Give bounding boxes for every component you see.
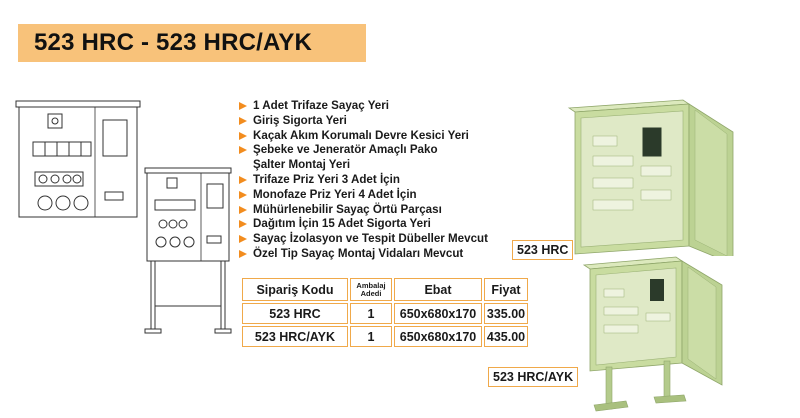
list-item: Sayaç İzolasyon ve Tespit Dübeller Mevcut (239, 232, 488, 247)
bullet-triangle-icon (239, 146, 247, 154)
list-item: 1 Adet Trifaze Sayaç Yeri (239, 99, 488, 114)
list-item: Monofaze Priz Yeri 4 Adet İçin (239, 188, 488, 203)
page-title: 523 HRC - 523 HRC/AYK (34, 29, 313, 56)
list-item: Giriş Sigorta Yeri (239, 114, 488, 129)
table-row (242, 303, 528, 324)
header-order-code: Sipariş Kodu (242, 278, 348, 301)
bullet-triangle-icon (239, 132, 247, 140)
cabinet-ayk-image (576, 255, 786, 415)
label-ayk: 523 HRC/AYK (488, 367, 578, 387)
cell-price: 335.00 (484, 303, 528, 324)
header-package-qty: Ambalaj Adedi (350, 278, 392, 301)
feature-list (239, 99, 488, 262)
bullet-triangle-icon (239, 176, 247, 184)
cell-dimensions: 650x680x170 (394, 303, 482, 324)
list-item: Dağıtım İçin 15 Adet Sigorta Yeri (239, 217, 488, 232)
table-header-row (242, 278, 528, 301)
cabinet-hrc-image (555, 96, 775, 256)
list-item: Kaçak Akım Korumalı Devre Kesici Yeri (239, 129, 488, 144)
list-item: Mühürlenebilir Sayaç Örtü Parçası (239, 203, 488, 218)
cell-package-qty: 1 (350, 303, 392, 324)
bullet-triangle-icon (239, 102, 247, 110)
header-dimensions: Ebat (394, 278, 482, 301)
cell-dimensions: 650x680x170 (394, 326, 482, 347)
cell-price: 435.00 (484, 326, 528, 347)
bullet-triangle-icon (239, 117, 247, 125)
bullet-triangle-icon (239, 191, 247, 199)
label-hrc: 523 HRC (512, 240, 573, 260)
bullet-triangle-icon (239, 206, 247, 214)
table-row (242, 326, 528, 347)
cell-order-code: 523 HRC/AYK (242, 326, 348, 347)
bullet-triangle-icon (239, 235, 247, 243)
list-item: Şebeke ve Jeneratör Amaçlı Pako Şalter Montaj Yeri (239, 143, 488, 173)
cell-package-qty: 1 (350, 326, 392, 347)
title-banner (18, 24, 366, 62)
header-price: Fiyat (484, 278, 528, 301)
list-item: Trifaze Priz Yeri 3 Adet İçin (239, 173, 488, 188)
bullet-triangle-icon (239, 220, 247, 228)
technical-drawing-stand (143, 166, 238, 336)
order-table (240, 276, 530, 349)
cell-order-code: 523 HRC (242, 303, 348, 324)
technical-drawing-wall (15, 100, 145, 220)
list-item: Özel Tip Sayaç Montaj Vidaları Mevcut (239, 247, 488, 262)
bullet-triangle-icon (239, 250, 247, 258)
